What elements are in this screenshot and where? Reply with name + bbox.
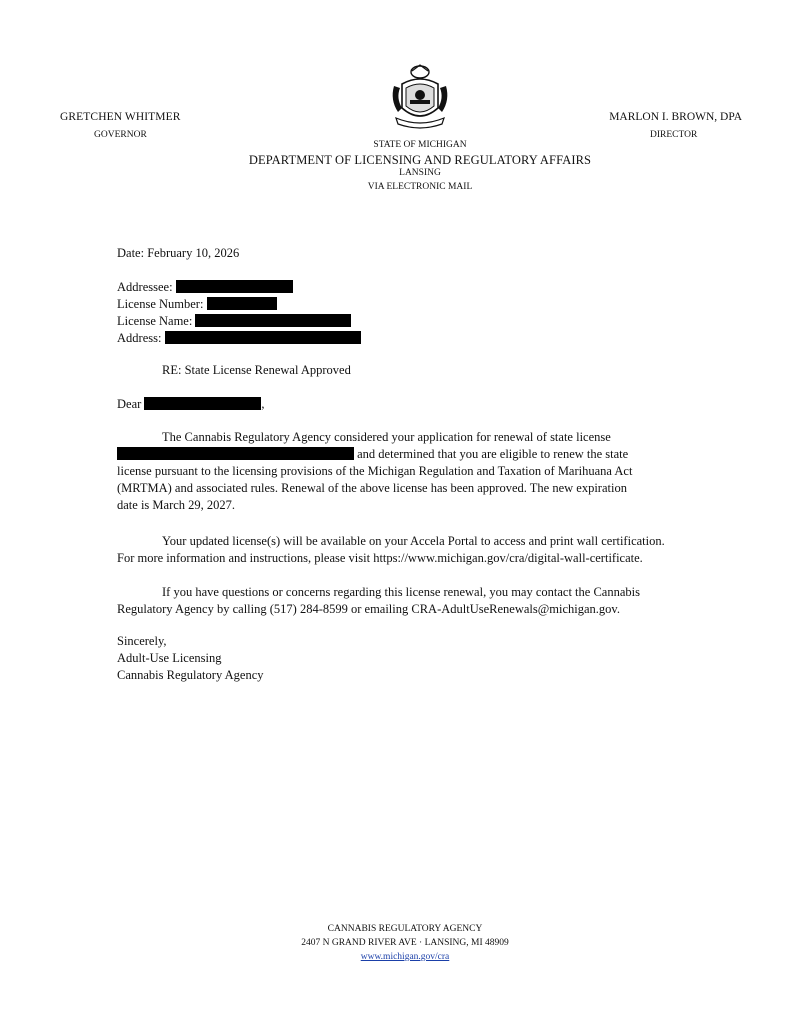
redaction-bar — [165, 331, 361, 344]
paragraph-line: (MRTMA) and associated rules. Renewal of the above license has been approved. The new expiration — [117, 481, 627, 495]
signature-line: Adult-Use Licensing — [117, 651, 222, 665]
redaction-bar — [144, 397, 261, 410]
state-name: STATE OF MICHIGAN — [373, 140, 467, 150]
addressee-row — [117, 279, 647, 296]
redaction-bar — [117, 447, 354, 460]
director-name: MARLON I. BROWN, DPA — [609, 111, 742, 123]
address-row — [117, 330, 647, 347]
footer — [0, 922, 796, 964]
paragraph-renewal — [117, 429, 647, 514]
michigan-state-seal-icon — [388, 62, 452, 134]
license-number-row — [117, 296, 647, 313]
director-title: DIRECTOR — [650, 130, 698, 140]
redaction-bar — [176, 280, 293, 293]
department-name: DEPARTMENT OF LICENSING AND REGULATORY AFFAIRS — [248, 153, 592, 167]
paragraph-line: license pursuant to the licensing provisions of the Michigan Regulation and Taxation of Marihuana Act — [117, 464, 633, 478]
paragraph-line — [117, 446, 647, 463]
closing-block — [117, 633, 647, 684]
address-label: Address: — [117, 331, 162, 345]
footer-agency: CANNABIS REGULATORY AGENCY — [327, 924, 483, 934]
city-name: LANSING — [399, 168, 441, 178]
paragraph-line: For more information and instructions, please visit https://www.michigan.gov/cra/digital-wall-certificate. — [117, 551, 643, 565]
salutation-text: Dear — [117, 397, 142, 411]
closing-text: Sincerely, — [117, 634, 167, 648]
letter-date: Date: February 10, 2026 — [117, 246, 240, 260]
license-number-label: License Number: — [117, 297, 204, 311]
paragraph-line: If you have questions or concerns regarding this license renewal, you may contact the Cannabis — [162, 585, 640, 599]
license-name-label: License Name: — [117, 314, 193, 328]
signature-line: Cannabis Regulatory Agency — [117, 668, 264, 682]
governor-title: GOVERNOR — [94, 130, 147, 140]
addressee-label: Addressee: — [117, 280, 173, 294]
salutation-comma: , — [261, 397, 265, 411]
address-block — [117, 279, 647, 347]
redaction-bar — [207, 297, 277, 310]
delivery-method: VIA ELECTRONIC MAIL — [367, 182, 473, 192]
paragraph-line: date is March 29, 2027. — [117, 498, 236, 512]
paragraph-line: Regulatory Agency by calling (517) 284-8599 or emailing CRA-AdultUseRenewals@michigan.gov. — [117, 602, 620, 616]
footer-website-link[interactable]: www.michigan.gov/cra — [360, 952, 450, 962]
paragraph-line: The Cannabis Regulatory Agency considered your application for renewal of state license — [162, 430, 611, 444]
governor-name: GRETCHEN WHITMER — [60, 111, 181, 123]
license-name-row — [117, 313, 647, 330]
re-line: RE: State License Renewal Approved — [162, 363, 351, 377]
paragraph-line: Your updated license(s) will be available on your Accela Portal to access and print wall certification. — [162, 534, 665, 548]
paragraph-contact — [117, 584, 647, 618]
redaction-bar — [195, 314, 351, 327]
salutation — [117, 396, 647, 413]
paragraph-certificate — [117, 533, 665, 567]
paragraph-line-tail: and determined that you are eligible to renew the state — [357, 447, 629, 461]
footer-address: 2407 N GRAND RIVER AVE · LANSING, MI 48909 — [301, 938, 509, 948]
